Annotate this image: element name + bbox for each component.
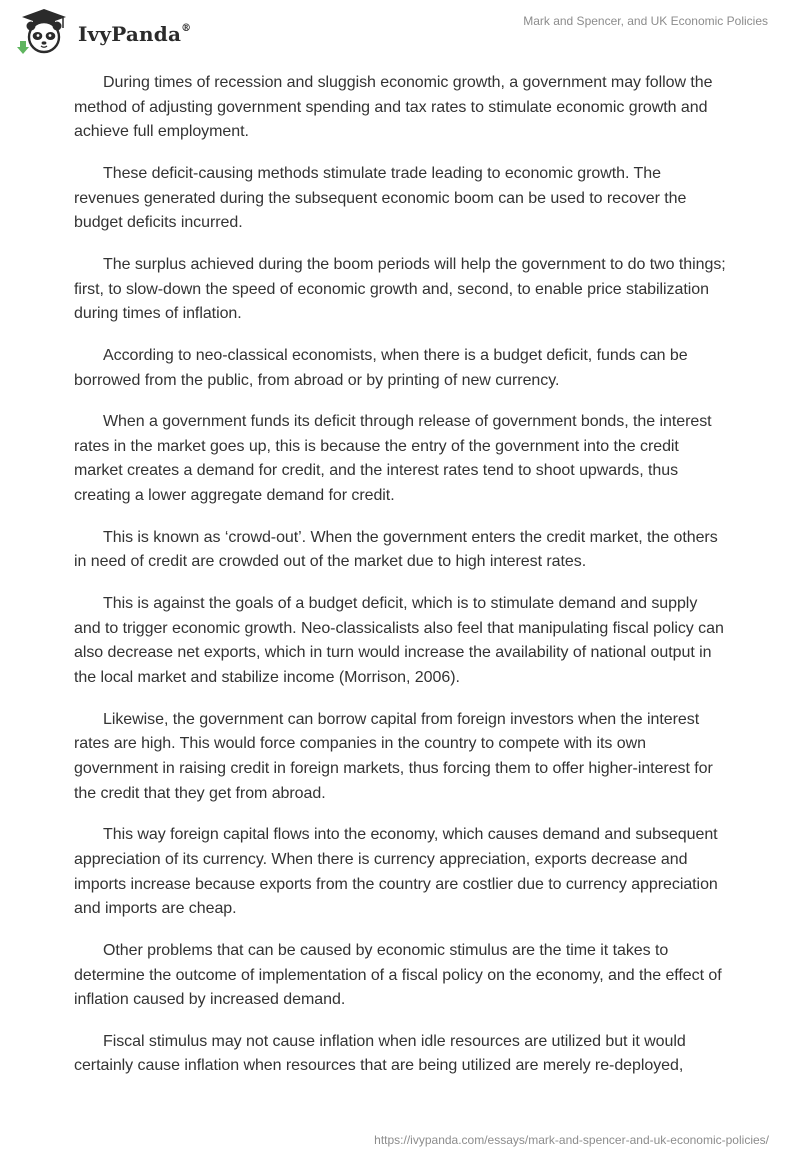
brand-name: IvyPanda® [78,22,192,46]
paragraph: These deficit-causing methods stimulate trade leading to economic growth. The revenues generated during the subsequent economic boom can be used to recover the budget deficits incurred. [74,164,687,232]
paragraph: This is against the goals of a budget deficit, which is to stimulate demand and supply and to trigger economic growth. Neo-classicalists also feel that manipulating fiscal policy can also decrease net exports, which in turn would increase the availability of national output in the local market and stabilize income (Morrison, 2006). [74,595,724,686]
paragraph: Likewise, the government can borrow capital from foreign investors when the interest rates are high. This would force companies in the country to compete with its own government in raising credit in foreign markets, thus forcing them to offer higher-interest for the credit that they get from abroad. [74,710,713,802]
paragraph: This way foreign capital flows into the economy, which causes demand and subsequent appreciation of its currency. When there is currency appreciation, exports decrease and imports increase because exports from the country are costlier due to currency appreciation and imports are cheap. [74,826,718,918]
paragraph: When a government funds its deficit through release of government bonds, the interest rates in the market goes up, this is because the entry of the government into the credit market creates a demand for credit, and the interest rates tend to shoot upwards, thus creating a lower aggregate demand for credit. [74,413,712,505]
ivypanda-logo[interactable] [16,6,206,58]
registered-mark: ® [181,23,192,35]
paragraph: Other problems that can be caused by economic stimulus are the time it takes to determine the outcome of implementation of a fiscal policy on the economy, and the effect of inflation caused by increased demand. [74,941,722,1009]
panda-graduate-icon [16,7,72,57]
paragraph: During times of recession and sluggish economic growth, a government may follow the method of adjusting government spending and tax rates to stimulate economic growth and achieve full employment. [74,74,713,141]
paragraph: This is known as ‘crowd-out’. When the government enters the credit market, the others in need of credit are crowded out of the market due to high interest rates. [74,528,718,571]
paragraph: Fiscal stimulus may not cause inflation when idle resources are utilized but it would certainly cause inflation when resources that are being utilized are merely re-deployed, [74,1032,686,1075]
source-url-link[interactable]: https://ivypanda.com/essays/mark-and-spencer-and-uk-economic-policies/ [374,1133,769,1147]
paragraph: The surplus achieved during the boom periods will help the government to do two things; first, to slow-down the speed of economic growth and, second, to enable price stabilization during times of inflation. [74,255,726,323]
document-title: Mark and Spencer, and UK Economic Policies [523,14,768,28]
paragraph: According to neo-classical economists, when there is a budget deficit, funds can be borrowed from the public, from abroad or by printing of new currency. [74,346,688,389]
page-header [0,0,800,70]
essay-body [74,71,726,1096]
